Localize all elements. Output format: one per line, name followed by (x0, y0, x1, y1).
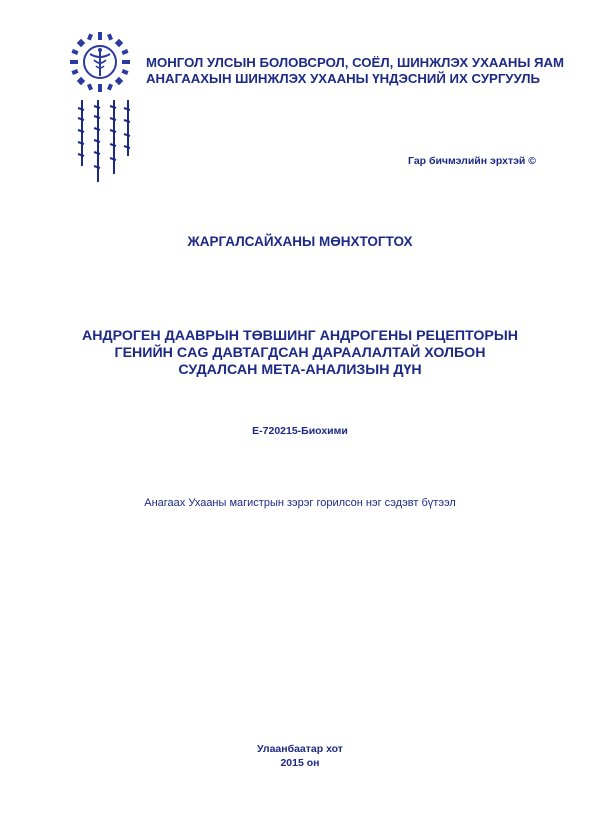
place: Улаанбаатар хот (257, 743, 343, 755)
mongolian-script-emblem-text-icon (68, 96, 138, 188)
degree-description: Анагаах Ухааны магистрын зэрэг горилсон нэг сэдэвт бүтээл (144, 497, 456, 509)
ministry-name: МОНГОЛ УЛСЫН БОЛОВСРОЛ, СОЁЛ, ШИНЖЛЭХ УХААНЫ ЯАМ (146, 55, 565, 70)
title-line: СУДАЛСАН МЕТА-АНАЛИЗЫН ДҮН (178, 362, 422, 378)
institution-header (146, 55, 576, 87)
year: 2015 он (280, 757, 320, 769)
title-line: ГЕНИЙН CAG ДАВТАГДСАН ДАРААЛАЛТАЙ ХОЛБОН (114, 345, 486, 361)
copyright-note: Гар бичмэлийн эрхтэй © (408, 155, 536, 167)
thesis-title (60, 328, 540, 379)
university-name: АНАГААХЫН ШИНЖЛЭХ УХААНЫ ҮНДЭСНИЙ ИХ СУРГУУЛЬ (146, 71, 540, 86)
university-emblem-icon (68, 30, 132, 94)
specialty-code: Е-720215-Биохими (252, 425, 348, 437)
title-line: АНДРОГЕН ДААВРЫН ТӨВШИНГ АНДРОГЕНЫ РЕЦЕПТОРЫН (81, 328, 518, 344)
place-and-year (0, 742, 600, 770)
author-name: ЖАРГАЛСАЙХАНЫ МӨНХТОГТОХ (187, 234, 413, 249)
